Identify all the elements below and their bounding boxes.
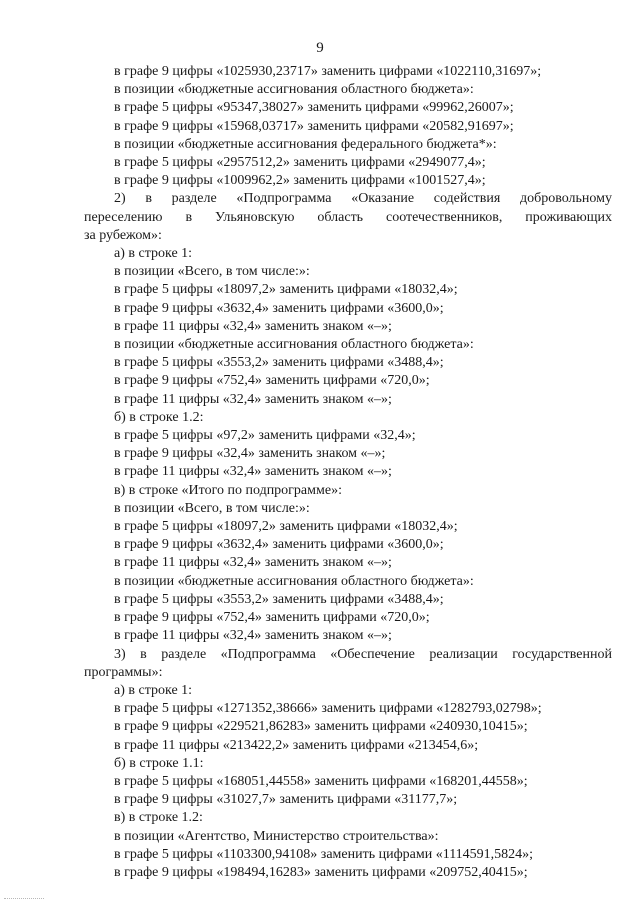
text-line: в графе 9 цифры «229521,86283» заменить цифрами «240930,10415»; xyxy=(114,719,528,735)
text-line: в графе 11 цифры «32,4» заменить знаком «–»; xyxy=(114,391,392,407)
text-line: 3) в разделе «Подпрограмма «Обеспечение реализации государственной xyxy=(114,646,612,662)
text-line: в графе 9 цифры «1009962,2» заменить цифрами «1001527,4»; xyxy=(114,173,486,189)
text-line: а) в строке 1: xyxy=(114,246,193,262)
text-line: в графе 9 цифры «32,4» заменить знаком «–»; xyxy=(114,446,386,462)
text-line: в позиции «Агентство, Министерство строительства»: xyxy=(114,828,439,844)
text-line: а) в строке 1: xyxy=(114,682,193,698)
text-line: в графе 9 цифры «752,4» заменить цифрами «720,0»; xyxy=(114,610,430,626)
text-line: в графе 11 цифры «32,4» заменить знаком «–»; xyxy=(114,555,392,571)
text-line: в графе 9 цифры «3632,4» заменить цифрами «3600,0»; xyxy=(114,300,444,316)
text-line: в графе 11 цифры «32,4» заменить знаком «–»; xyxy=(114,318,392,334)
text-line: в графе 5 цифры «3553,2» заменить цифрами «3488,4»; xyxy=(114,591,444,607)
text-line: в графе 5 цифры «18097,2» заменить цифрами «18032,4»; xyxy=(114,519,458,535)
text-line: в графе 5 цифры «1271352,38666» заменить цифрами «1282793,02798»; xyxy=(114,701,542,717)
text-line: в графе 5 цифры «168051,44558» заменить цифрами «168201,44558»; xyxy=(114,773,528,789)
text-line: программы»: xyxy=(84,664,163,680)
text-line: в графе 5 цифры «3553,2» заменить цифрами «3488,4»; xyxy=(114,355,444,371)
text-line: в графе 11 цифры «213422,2» заменить цифрами «213454,6»; xyxy=(114,737,479,753)
text-line: в позиции «бюджетные ассигнования областного бюджета»: xyxy=(114,82,474,98)
page-number: 9 xyxy=(316,40,324,56)
text-line: б) в строке 1.2: xyxy=(114,409,204,425)
text-line: в графе 5 цифры «97,2» заменить цифрами «32,4»; xyxy=(114,428,416,444)
text-line: в графе 9 цифры «31027,7» заменить цифрами «31177,7»; xyxy=(114,792,458,808)
text-line: в графе 5 цифры «18097,2» заменить цифрами «18032,4»; xyxy=(114,282,458,298)
text-line: в графе 5 цифры «95347,38027» заменить цифрами «99962,26007»; xyxy=(114,100,514,116)
text-line: в графе 11 цифры «32,4» заменить знаком «–»; xyxy=(114,628,392,644)
text-line: в) в строке «Итого по подпрограмме»: xyxy=(114,482,342,498)
text-line: в позиции «бюджетные ассигнования областного бюджета»: xyxy=(114,337,474,353)
text-line: в графе 9 цифры «15968,03717» заменить цифрами «20582,91697»; xyxy=(114,118,514,134)
text-line: в позиции «Всего, в том числе:»: xyxy=(114,264,310,280)
text-line: 2) в разделе «Подпрограмма «Оказание содействия добровольному xyxy=(114,191,612,207)
text-line: в графе 5 цифры «2957512,2» заменить цифрами «2949077,4»; xyxy=(114,155,486,171)
text-line: в графе 9 цифры «752,4» заменить цифрами «720,0»; xyxy=(114,373,430,389)
text-line: б) в строке 1.1: xyxy=(114,755,204,771)
text-line: в графе 9 цифры «3632,4» заменить цифрами «3600,0»; xyxy=(114,537,444,553)
text-line: в позиции «бюджетные ассигнования областного бюджета»: xyxy=(114,573,474,589)
text-line: в графе 9 цифры «198494,16283» заменить цифрами «209752,40415»; xyxy=(114,864,528,880)
text-line: в позиции «Всего, в том числе:»: xyxy=(114,500,310,516)
text-line: в графе 5 цифры «1103300,94108» заменить цифрами «1114591,5824»; xyxy=(114,846,534,862)
text-line: в графе 11 цифры «32,4» заменить знаком «–»; xyxy=(114,464,392,480)
text-line: в позиции «бюджетные ассигнования федерального бюджета*»: xyxy=(114,136,497,152)
text-line: в графе 9 цифры «1025930,23717» заменить цифрами «1022110,31697»; xyxy=(114,64,542,79)
text-line: в) в строке 1.2: xyxy=(114,810,203,826)
text-line: переселению в Ульяновскую область соотечественников, проживающих xyxy=(84,209,612,225)
document-body xyxy=(84,63,612,882)
scan-artifact xyxy=(4,898,44,902)
text-line: за рубежом»: xyxy=(84,227,162,243)
